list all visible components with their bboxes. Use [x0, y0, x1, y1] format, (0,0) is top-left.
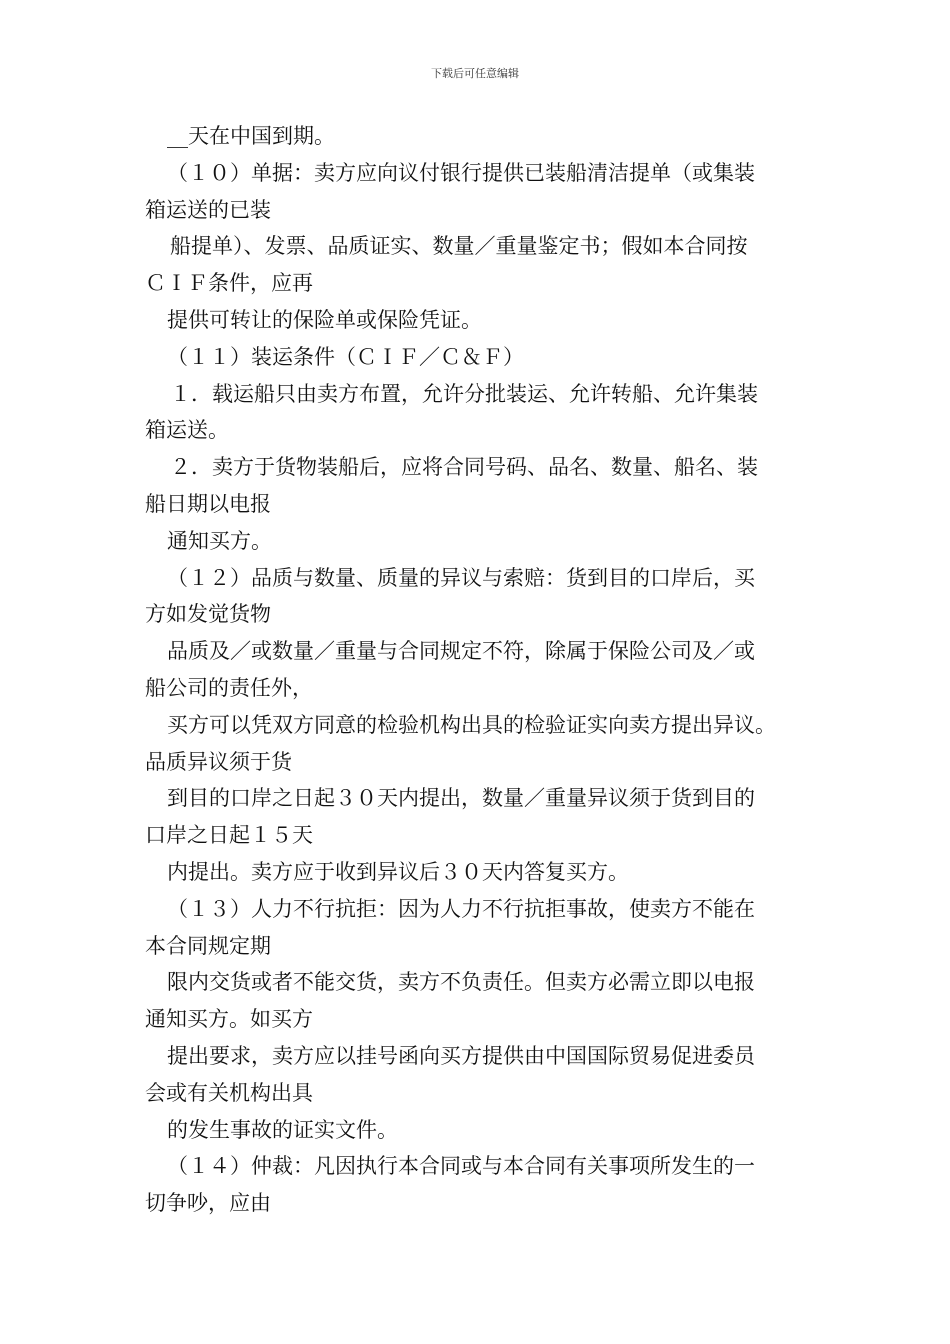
text-line: （１２）品质与数量、质量的异议与索赔：货到目的口岸后，买: [167, 565, 755, 590]
text-line: 品质异议须于货: [145, 749, 292, 774]
contract-body: [145, 118, 835, 1222]
text-line: （１３）人力不行抗拒：因为人力不行抗拒事故，使卖方不能在: [167, 896, 755, 921]
text-line: 提出要求，卖方应以挂号函向买方提供由中国国际贸易促进委员: [167, 1043, 755, 1068]
text-line: 到目的口岸之日起３０天内提出，数量／重量异议须于货到目的: [167, 786, 755, 811]
text-line: 内提出。卖方应于收到异议后３０天内答复买方。: [167, 859, 629, 884]
text-line: 口岸之日起１５天: [145, 823, 313, 848]
text-line: 会或有关机构出具: [145, 1080, 313, 1105]
text-line: 通知买方。: [167, 528, 272, 553]
text-line: 船提单）、发票、品质证实、数量／重量鉴定书；假如本合同按: [170, 234, 748, 259]
text-line: 通知买方。如买方: [145, 1007, 313, 1032]
text-line: （１１）装运条件（ＣＩＦ／Ｃ＆Ｆ）: [167, 344, 524, 369]
text-line: 限内交货或者不能交货，卖方不负责任。但卖方必需立即以电报: [167, 970, 755, 995]
text-line: 船日期以电报: [145, 491, 271, 516]
text-line: 的发生事故的证实文件。: [167, 1117, 398, 1142]
text-line: __天在中国到期。: [167, 124, 335, 148]
text-line: 方如发觉货物: [145, 602, 271, 627]
text-line: （１０）单据：卖方应向议付银行提供已装船清洁提单（或集装: [167, 160, 755, 185]
text-line: ＣＩＦ条件，应再: [145, 271, 313, 296]
text-line: １．载运船只由卖方布置，允许分批装运、允许转船、允许集装: [170, 381, 758, 406]
text-line: 船公司的责任外，: [145, 675, 313, 700]
text-line: 品质及／或数量／重量与合同规定不符，除属于保险公司及／或: [167, 639, 755, 664]
text-line: 本合同规定期: [145, 933, 271, 958]
text-line: 箱运送。: [145, 418, 229, 443]
text-line: 箱运送的已装: [145, 197, 271, 222]
text-line: ２．卖方于货物装船后，应将合同号码、品名、数量、船名、装: [170, 455, 758, 480]
text-line: （１４）仲裁：凡因执行本合同或与本合同有关事项所发生的一: [167, 1154, 755, 1179]
text-line: 买方可以凭双方同意的检验机构出具的检验证实向卖方提出异议。: [167, 712, 776, 737]
page-header: 下载后可任意编辑: [431, 67, 519, 80]
text-line: 提供可转让的保险单或保险凭证。: [167, 307, 482, 332]
text-line: 切争吵，应由: [145, 1191, 271, 1216]
